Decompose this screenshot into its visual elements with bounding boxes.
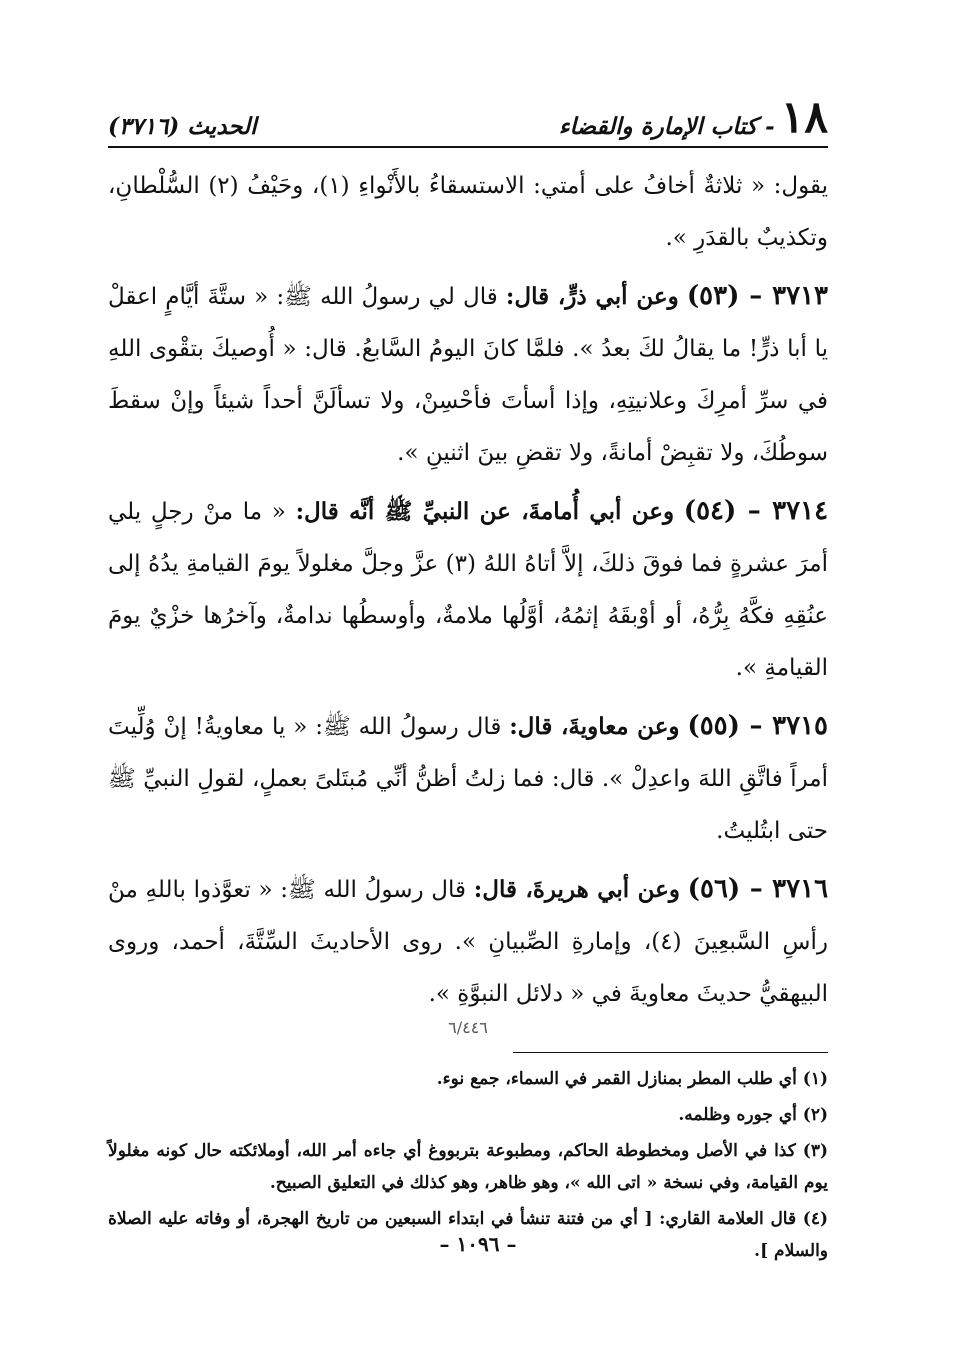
hadith-narrator: وعن أبي هريرةَ، قال: — [473, 876, 680, 903]
hadith-narrator: وعن أبي أُمامةَ، عن النبيِّ ﷺ أنَّه قال: — [295, 498, 675, 525]
chapter-title: - كتاب الإمارة والقضاء — [558, 113, 775, 140]
footnote-divider — [513, 1052, 828, 1053]
hadith-narrator: وعن أبي ذرٍّ، قال: — [505, 283, 679, 310]
chapter-number: ١٨ — [780, 92, 828, 143]
hadith-3714 — [108, 485, 828, 694]
hadith-3716 — [108, 863, 828, 1020]
footnote-4: (٤) قال العلامة القاري: [ أي من فتنة تنشأ في ابتداء السبعين من تاريخ الهجرة، أو وفاته عليه الصلاة والسلام ]. — [108, 1209, 828, 1261]
main-text — [108, 160, 828, 1038]
hadith-narrator: وعن معاويةَ، قال: — [509, 713, 680, 740]
footnote-3: (٣) كذا في الأصل ومخطوطة الحاكم، ومطبوعة بتربووغ أي جاءه أمر الله، أوملائكته حال كونه مغلولاً يوم القيامة، وفي نسخة « اتى الله »، وهو ظاهر، وهو كذلك في التعليق الصبيح. — [108, 1141, 828, 1193]
hadith-3713 — [108, 270, 828, 479]
hadith-text: قال رسولُ الله ﷺ: « يا معاويةُ! إنْ وُلِّيتَ أمراً فاتَّقِ اللهَ واعدِلْ ». قال: فما زلتُ أظنُّ أنِّي مُبتَلىً بعملٍ، لقولِ النبيِّ ﷺ حتى ابتُليتُ. — [108, 714, 828, 844]
margin-marker: ٦/٤٤٦ — [448, 1018, 488, 1037]
hadith-text: « ما منْ رجلٍ يلي أمرَ عشرةٍ فما فوقَ ذلكَ، إلاَّ أتاهُ اللهُ (٣) عزَّ وجلَّ مغلولاً يومَ القيامةِ يدُهُ إلى عنُقِهِ فكَّهُ بِرُّهُ، أو أوْبقَهُ إثمُهُ، أوَّلُها ملامةٌ، وأوسطُها ندامةٌ، وآخرُها خزْيٌ يومَ القيامةِ ». — [108, 499, 828, 681]
hadith-text: قال لي رسولُ الله ﷺ: « ستَّةَ أيَّامٍ اعقلْ يا أبا ذرٍّ! ما يقالُ لكَ بعدُ ». فلمَّا كانَ اليومُ السَّابعُ. قال: « أُوصيكَ بتقْوى اللهِ في سرِّ أمرِكَ وعلانيتِهِ، وإذا أسأتَ فأحْسِنْ، ولا تسألَنَّ أحداً شيئاً وإنْ سقطَ سوطُكَ، ولا تقبِضْ أمانةً، ولا تقضِ بينَ اثنينِ ». — [108, 284, 828, 466]
paragraph-text: يقول: « ثلاثةٌ أخافُ على أمتي: الاستسقاءُ بالأَنْواءِ (١)، وحَيْفُ (٢) السُّلْطانِ، وتكذيبٌ بالقدَرِ ». — [108, 173, 828, 251]
hadith-number: ٣٧١٥ – (٥٥) — [687, 711, 828, 741]
chapter-heading — [558, 92, 828, 143]
page-header — [108, 78, 828, 148]
hadith-number: ٣٧١٦ – (٥٦) — [687, 874, 829, 904]
hadith-text: قال رسولُ الله ﷺ: « تعوَّذوا باللهِ منْ رأسِ السَّبعِينَ (٤)، وإمارةِ الصِّبيانِ ». روى الأحاديثَ السِّتَّةَ، أحمد، وروى البيهقيُّ حديثَ معاويةَ في « دلائل النبوَّةِ ». — [108, 877, 828, 1007]
footnote-2: (٢) أي جوره وظلمه. — [678, 1105, 828, 1125]
hadith-range: الحديث (٣٧١٦) — [108, 113, 257, 140]
footnote-1: (١) أي طلب المطر بمنازل القمر في السماء، جمع نوء. — [436, 1069, 828, 1089]
hadith-3715 — [108, 700, 828, 857]
page-number: – ١٠٩٦ – — [439, 1232, 517, 1256]
hadith-number: ٣٧١٣ – (٥٣) — [686, 281, 829, 311]
paragraph-continuation — [108, 160, 828, 264]
hadith-number: ٣٧١٤ – (٥٤) — [683, 496, 829, 526]
